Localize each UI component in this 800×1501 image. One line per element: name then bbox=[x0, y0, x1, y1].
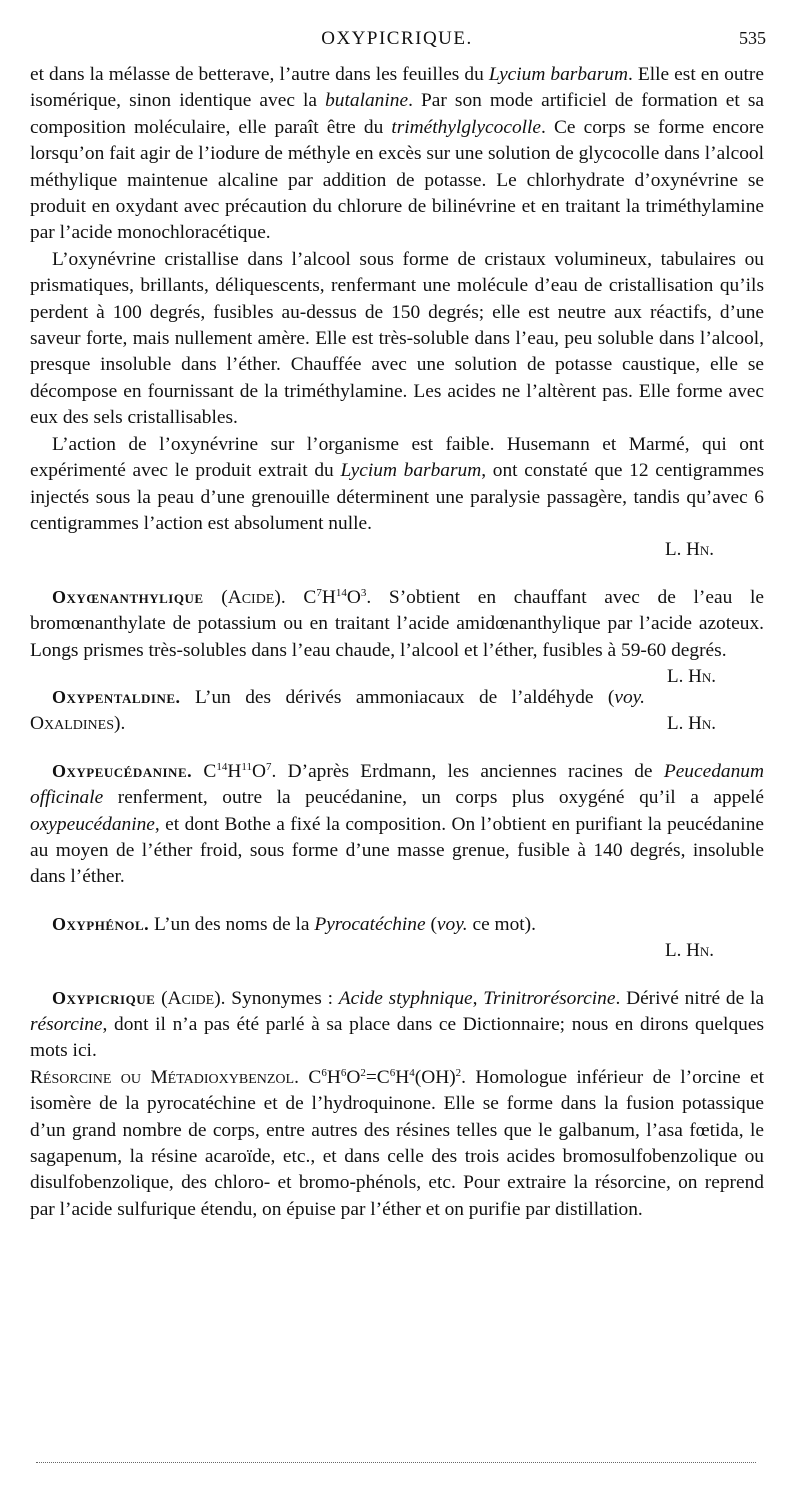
page-number: 535 bbox=[739, 28, 766, 48]
headword: Oxypicrique bbox=[52, 987, 156, 1008]
entry-oxyoenanthylique: Oxyœnanthylique (Acide). $C^7H^{14}O^3$. S’obtient en chauffant avec de l’eau le bromœnanthylate de potassium ou en traitant l’acide amidœnanthylique par l’acide azoteux. Longs prismes très-solubles dans l’eau chaude, l’alcool et l’éther, fusibles à 59-60 degrés. L. Hn. bbox=[30, 584, 764, 664]
cross-reference: Oxaldines bbox=[30, 713, 114, 735]
headword: Oxyœnanthylique bbox=[52, 586, 204, 607]
entry-oxyphenol: Oxyphénol. L’un des noms de la Pyrocatéchine (voy. ce mot). L. Hn. bbox=[30, 911, 764, 965]
footer-rule bbox=[36, 1462, 756, 1464]
intro-paragraph-2: L’oxynévrine cristallise dans l’alcool sous forme de cristaux volumineux, tabulaires ou prismatiques, brillants, déliquescents, renfermant une molécule d’eau de cristallisation qu’ils perdent à 100 degrés, fusibles au-dessus de 150 degrés; elle est neutre aux réactifs, d’une saveur forte, mais nullement amère. Elle est très-soluble dans l’eau, peu soluble dans l’alcool, presque insoluble dans l’éther. Chauffée avec une solution de potasse caustique, elle se décompose en fournissant de la triméthylamine. Les acides ne l’altèrent pas. Elle forme avec eux des sels cristallisables. bbox=[30, 248, 764, 429]
headword: Oxyphénol. bbox=[52, 913, 150, 934]
formula: $C^6H^6O^2=C^6H^4(OH)^2$ bbox=[308, 1066, 462, 1088]
intro-paragraph-1: et dans la mélasse de betterave, l’autre dans les feuilles du Lycium barbarum. Elle est en outre isomérique, sinon identique avec la butalanine. Par son mode artificiel de formation et sa composition moléculaire, elle paraît être du triméthylglycocolle. Ce corps se forme encore lorsqu’on fait agir de l’iodure de méthyle en excès sur une solution de glycocolle dans l’alcool méthylique maintenue alcaline par addition de potasse. Le chlorhydrate d’oxynévrine se produit en oxydant avec précaution du chlorure de bilinévrine et en traitant la triméthylamine par l’acide monochloracétique. bbox=[30, 64, 765, 244]
page-header bbox=[30, 28, 764, 56]
headword: Oxypeucédanine. bbox=[52, 760, 193, 781]
entry-oxypeucedanine: Oxypeucédanine. $C^{14}H^{11}O^7$. D’après Erdmann, les anciennes racines de Peucedanum officinale renferment, outre la peucédanine, un corps plus oxygéné qu’il a appelé oxypeucédanine, et dont Bothe a fixé la composition. On l’obtient en purifiant la peucédanine au moyen de l’éther froid, sous forme d’une masse grenue, fusible à 140 degrés, insoluble dans l’éther. bbox=[30, 760, 764, 888]
entry-oxypentaldine: Oxypentaldine. L’un des dérivés ammoniacaux de l’aldéhyde (voy. Oxaldines). L. Hn. bbox=[30, 684, 764, 738]
intro-signature: L. Hn. bbox=[665, 539, 714, 561]
entry-signature: L. Hn. bbox=[667, 665, 716, 687]
intro-paragraph-3: L’action de l’oxynévrine sur l’organisme est faible. Husemann et Marmé, qui ont expérimenté avec le produit extrait du Lycium barbarum, ont constaté que 12 centigrammes injectés sous la peau d’une grenouille déterminent une paralysie passagère, tandis qu’avec 6 centigrammes l’action est absolument nulle. bbox=[30, 433, 764, 534]
dictionary-page bbox=[30, 28, 764, 1223]
formula: $C^{14}H^{11}O^7$ bbox=[203, 760, 272, 782]
entry-signature: L. Hn. bbox=[667, 713, 716, 735]
entry-signature: L. Hn. bbox=[665, 940, 714, 962]
resorcine-paragraph: Résorcine ou Métadioxybenzol. $C^6H^6O^2=C^6H^4(OH)^2$. Homologue inférieur de l’orcine et isomère de la pyrocatéchine et de l’hydroquinone. Elle se forme dans la fusion potassique d’un grand nombre de corps, entre autres des résines telles que le galbanum, l’asa fœtida, le sagapenum, la résine acaroïde, etc., et dans celle des trois acides bromosulfobenzolique ou disulfobenzolique, des chloro- et bromo-phénols, etc. Pour extraire la résorcine, on reprend par l’acide sulfurique étendu, on épuise par l’éther et on purifie par distillation. bbox=[30, 1066, 764, 1220]
sub-label: Résorcine ou Métadioxybenzol. bbox=[30, 1066, 299, 1088]
entry-oxypicrique: Oxypicrique (Acide). Synonymes : Acide styphnique, Trinitrorésorcine. Dérivé nitré de la résorcine, dont il n’a pas été parlé à sa place dans ce Dictionnaire; nous en dirons quelques mots ici. Résorcine ou Métadioxybenzol. $C^6H^6O^2=C^6H^4(OH)^2$. Homologue inférieur de l’orcine et isomère de la pyrocatéchine et de l’hydroquinone. Elle se forme dans la fusion potassique d’un grand nombre de corps, entre autres des résines telles que le galbanum, l’asa fœtida, le sagapenum, la résine acaroïde, etc., et dans celle des trois acides bromosulfobenzolique ou disulfobenzolique, des chloro- et bromo-phénols, etc. Pour extraire la résorcine, on reprend par l’acide sulfurique étendu, on épuise par l’éther et on purifie par distillation. bbox=[30, 985, 764, 1224]
headword: Oxypentaldine. bbox=[52, 686, 181, 707]
running-title: OXYPICRIQUE. bbox=[321, 28, 473, 49]
formula: $C^7H^{14}O^3$ bbox=[303, 586, 367, 608]
